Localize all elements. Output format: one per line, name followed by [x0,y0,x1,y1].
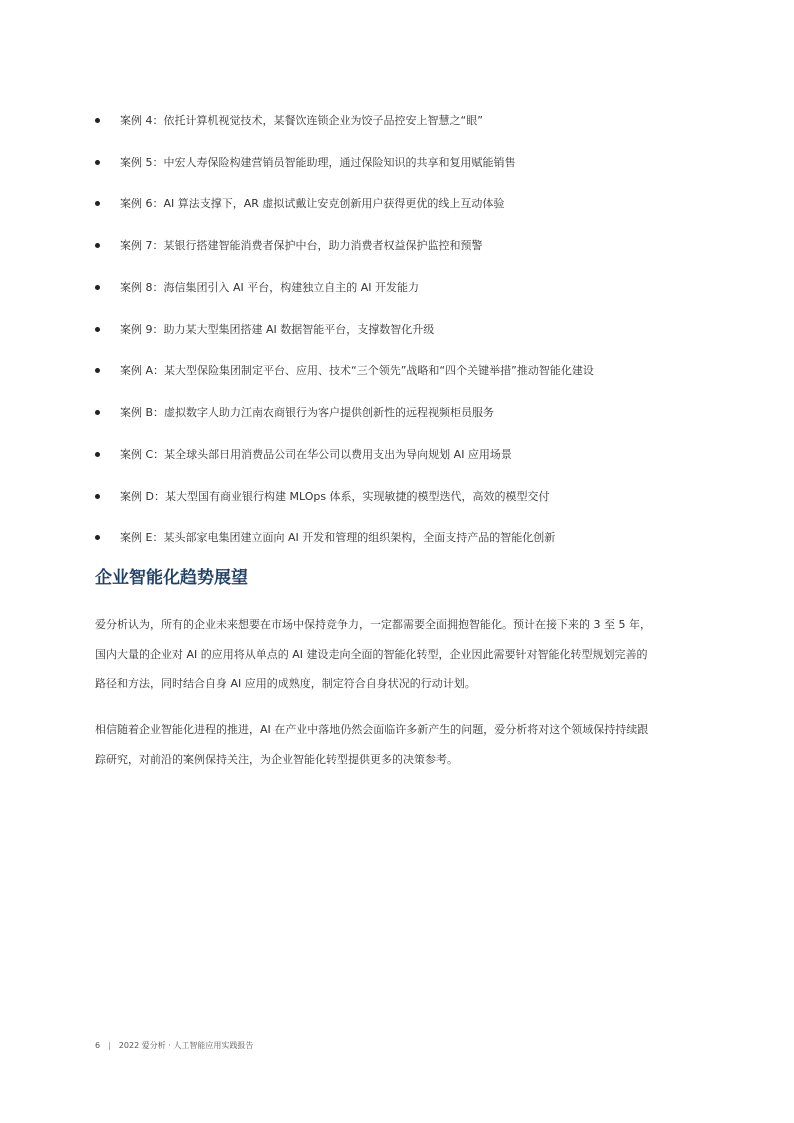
case-text: 案例 E：某头部家电集团建立面向 AI 开发和管理的组织架构，全面支持产品的智能化创新 [120,531,556,545]
case-text: 案例 C：某全球头部日用消费品公司在华公司以费用支出为导向规划 AI 应用场景 [120,447,512,461]
list-item [95,308,735,350]
body-paragraph: 爱分析认为，所有的企业未来想要在市场中保持竞争力，一定都需要全面拥抱智能化。预计在接下来的 3 至 5 年， 国内大量的企业对 AI 的应用将从单点的 AI 建设走向全面的智能化转型，企业因此需要针对智能化转型规划完善的 路径和方法，同时结合自身 AI 应用的成熟度，制定符合自身状况的行动计划。 [95,618,651,690]
case-text: 案例 6：AI 算法支撑下，AR 虚拟试戴让安克创新用户获得更优的线上互动体验 [120,197,505,211]
bullet-icon [95,285,100,290]
page-footer [95,1040,253,1051]
bullet-icon [95,201,100,206]
page-number: 6 [95,1041,101,1050]
list-item [95,517,735,559]
bullet-icon [95,327,100,332]
list-item [95,141,735,183]
list-item [95,183,735,225]
bullet-icon [95,243,100,248]
list-item [95,224,735,266]
bullet-icon [95,160,100,165]
bullet-icon [95,535,100,540]
body-paragraph: 相信随着企业智能化进程的推进，AI 在产业中落地仍然会面临许多新产生的问题，爱分析将对这个领域保持持续跟 踪研究，对前沿的案例保持关注，为企业智能化转型提供更多的决策参考。 [95,723,649,766]
section-heading: 企业智能化趋势展望 [95,568,248,588]
list-item [95,475,735,517]
case-text: 案例 8：海信集团引入 AI 平台，构建独立自主的 AI 开发能力 [120,280,420,294]
case-text: 案例 A：某大型保险集团制定平台、应用、技术“三个领先”战略和“四个关键举措”推动智能化建设 [120,364,594,378]
bullet-icon [95,368,100,373]
case-text: 案例 5：中宏人寿保险构建营销员智能助理，通过保险知识的共享和复用赋能销售 [120,155,516,169]
list-item [95,433,735,475]
case-text: 案例 B：虚拟数字人助力江南农商银行为客户提供创新性的远程视频柜员服务 [120,406,495,420]
list-item [95,99,735,141]
bullet-icon [95,410,100,415]
case-text: 案例 7：某银行搭建智能消费者保护中台，助力消费者权益保护监控和预警 [120,239,483,253]
footer-separator: | [108,1041,111,1050]
list-item [95,391,735,433]
list-item [95,350,735,392]
list-item [95,266,735,308]
bullet-icon [95,118,100,123]
report-title: 2022 爱分析 · 人工智能应用实践报告 [118,1041,254,1050]
case-text: 案例 D：某大型国有商业银行构建 MLOps 体系，实现敏捷的模型迭代，高效的模型交付 [120,489,550,503]
case-list [95,99,735,558]
bullet-icon [95,452,100,457]
case-text: 案例 4：依托计算机视觉技术，某餐饮连锁企业为饺子品控安上智慧之“眼” [120,113,483,127]
case-text: 案例 9：助力某大型集团搭建 AI 数据智能平台，支撑数智化升级 [120,322,435,336]
bullet-icon [95,494,100,499]
